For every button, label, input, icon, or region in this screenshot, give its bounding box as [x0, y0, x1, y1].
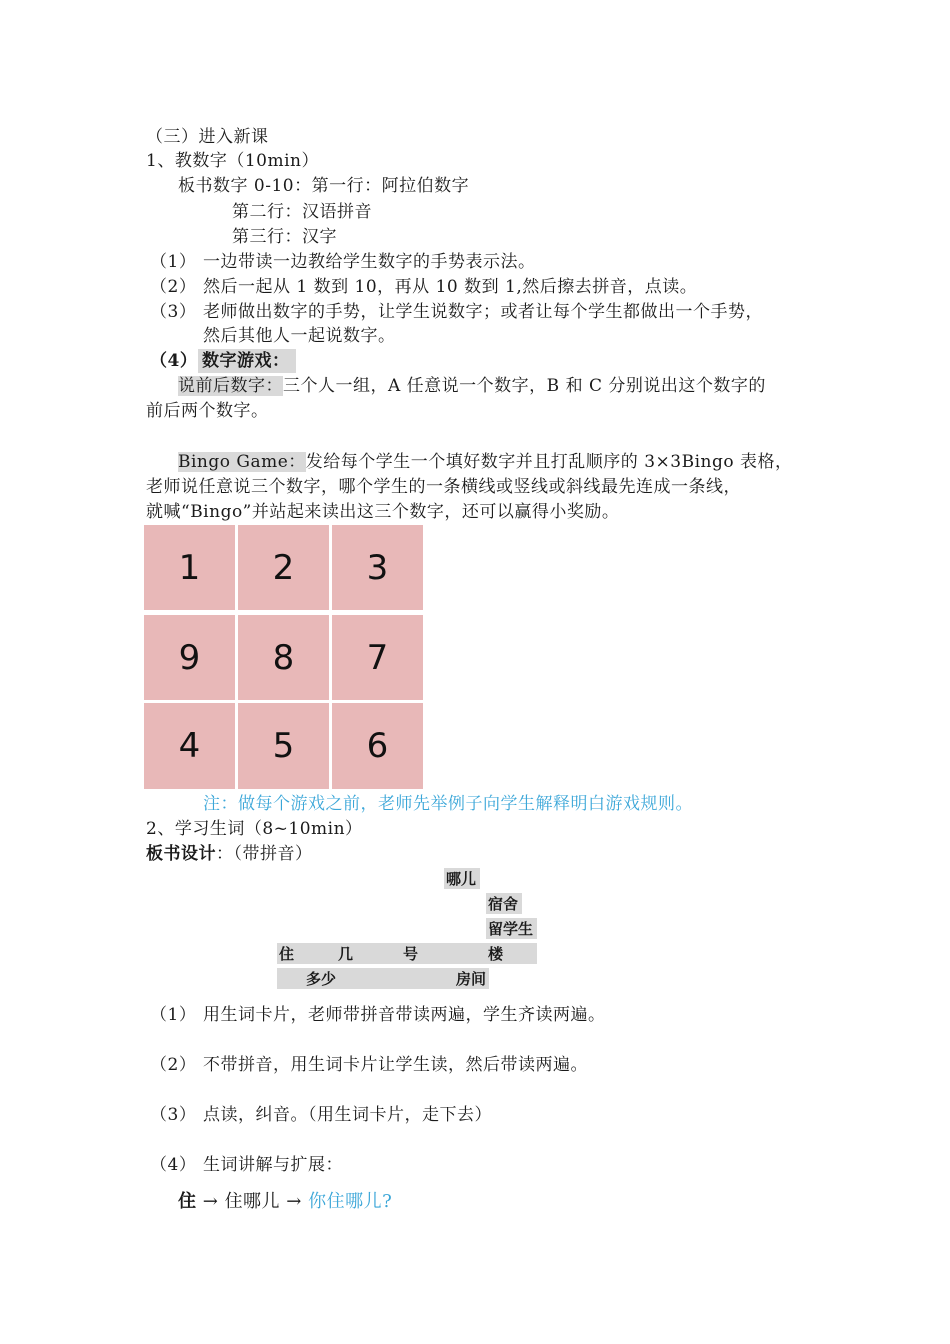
s2-item-3-text: 点读，纠音。（用生词卡片，走下去）: [203, 1105, 492, 1125]
board-line-3: 第三行：汉字: [232, 227, 337, 247]
s1-item-2-text: 然后一起从 1 数到 10，再从 10 数到 1,然后擦去拼音，点读。: [203, 277, 698, 297]
board-word-ji: 几: [338, 945, 354, 963]
game-note: 注：做每个游戏之前，老师先举例子向学生解释明白游戏规则。: [203, 794, 693, 814]
bingo-cell: 7: [332, 615, 423, 700]
game1-label: 说前后数字：: [178, 376, 283, 396]
bingo-cell: 1: [144, 525, 235, 610]
game2-line-3: 就喊“Bingo”并站起来读出这三个数字，还可以赢得小奖励。: [146, 502, 620, 522]
bingo-cell: 5: [238, 703, 329, 789]
expand-phrase-2: 你住哪儿?: [308, 1191, 393, 1212]
s2-item-4-num: （4）: [150, 1155, 197, 1175]
game2-text: 发给每个学生一个填好数字并且打乱顺序的 3×3Bingo 表格，: [305, 452, 793, 472]
bingo-cell: 3: [332, 525, 423, 610]
s2-item-2-num: （2）: [150, 1055, 197, 1075]
board-word-lou: 楼: [488, 945, 504, 963]
s1-item-4-num: （4）: [150, 351, 198, 371]
board-design-line: [146, 842, 313, 866]
bingo-grid: [144, 525, 423, 789]
game1-line: [178, 374, 766, 398]
game2-label: Bingo Game：: [178, 452, 306, 472]
board-line-1: 板书数字 0-10：第一行：阿拉伯数字: [178, 176, 470, 196]
bingo-cell: 9: [144, 615, 235, 700]
game1-cont: 前后两个数字。: [146, 401, 269, 421]
s1-item-1-text: 一边带读一边教给学生数字的手势表示法。: [203, 252, 536, 272]
s1-item-2-num: （2）: [150, 277, 197, 297]
bingo-cell: 6: [332, 703, 423, 789]
board-word-liuxuesheng: 留学生: [488, 920, 534, 938]
arrow-icon: →: [202, 1191, 219, 1212]
game1-text: 三个人一组，A 任意说一个数字，B 和 C 分别说出这个数字的: [283, 376, 766, 396]
board-word-sushe: 宿舍: [488, 895, 519, 913]
expand-phrase-1: 住哪儿: [224, 1191, 281, 1212]
s1-item-3-text: 老师做出数字的手势，让学生说数字；或者让每个学生都做出一个手势，: [203, 302, 763, 322]
board-line-2: 第二行：汉语拼音: [232, 202, 372, 222]
s2-item-4-text: 生词讲解与扩展：: [203, 1155, 343, 1175]
s1-item-1-num: （1）: [150, 252, 197, 272]
s1-heading: 1、教数字（10min）: [146, 151, 319, 171]
s2-heading: 2、学习生词（8~10min）: [146, 819, 363, 839]
board-word-naer: 哪儿: [446, 870, 477, 888]
game2-line: [178, 450, 792, 474]
expand-line: [178, 1190, 392, 1214]
board-word-fangjian: 房间: [456, 970, 487, 988]
board-word-zhu: 住: [279, 945, 295, 963]
board-design-suffix: ：（带拼音）: [216, 844, 313, 864]
bingo-cell: 8: [238, 615, 329, 700]
s2-item-2-text: 不带拼音，用生词卡片让学生读，然后带读两遍。: [203, 1055, 588, 1075]
board-word-hao: 号: [403, 945, 419, 963]
bingo-cell: 2: [238, 525, 329, 610]
bingo-cell: 4: [144, 703, 235, 789]
section-title: （三）进入新课: [146, 127, 269, 147]
s1-item-3-cont: 然后其他人一起说数字。: [203, 326, 396, 346]
s2-item-3-num: （3）: [150, 1105, 197, 1125]
s1-item-3-num: （3）: [150, 302, 197, 322]
expand-word: 住: [178, 1191, 197, 1212]
game2-line-2: 老师说任意说三个数字，哪个学生的一条横线或竖线或斜线最先连成一条线，: [146, 477, 741, 497]
arrow-icon: →: [286, 1191, 302, 1212]
s2-item-1-num: （1）: [150, 1005, 197, 1025]
s2-item-1-text: 用生词卡片，老师带拼音带读两遍，学生齐读两遍。: [203, 1005, 606, 1025]
board-word-duoshao: 多少: [306, 970, 337, 988]
s1-item-4-title: 数字游戏：: [198, 349, 296, 373]
board-design-label: 板书设计: [146, 844, 216, 864]
